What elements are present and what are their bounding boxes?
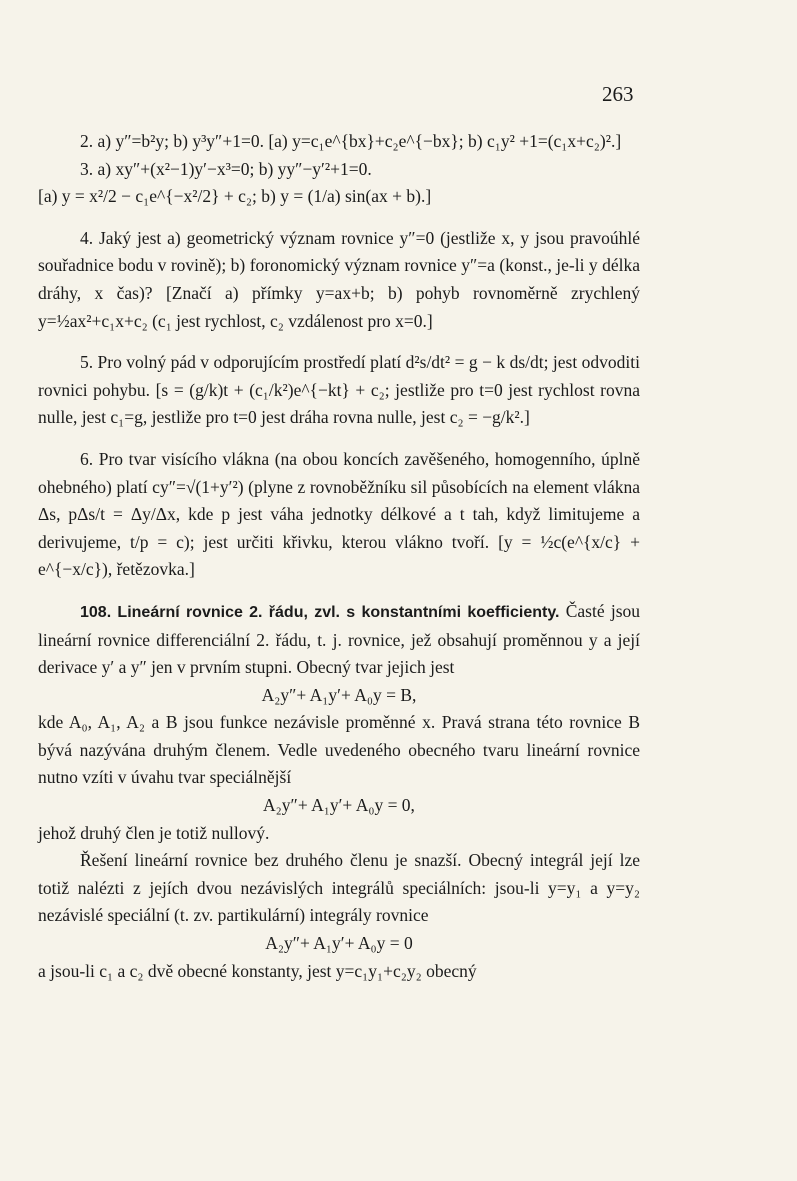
exercise-5: 5. Pro volný pád v odporujícím prostředí platí d²s/dt² = g − k ds/dt; jest odvoditi rovnici pohybu. [s = (g/k)t + (c₁/k²)e^{−kt} + c₂; jestliže pro t=0 jest rychlost rovna nulle, jest c₁=g, jestliže pro t=0 jest dráha rovna nulle, jest c₂ = −g/k².] bbox=[38, 352, 640, 428]
page-text bbox=[38, 128, 640, 985]
exercise-6: 6. Pro tvar visícího vlákna (na obou koncích zavěšeného, homogenního, úplně ohebného) platí cy″=√(1+y′²) (plyne z rovnoběžníku sil působících na element vlákna Δs, pΔs/t = Δy/Δx, kde p jest váha jednotky délkové a t tah, když limitujeme a derivujeme, t/p = c); jest určiti křivku, kterou vlákno tvoří. [y = ½c(e^{x/c} + e^{−x/c}), řetězovka.] bbox=[38, 448, 640, 580]
equation-general: A₂y″+ A₁y′+ A₀y = B, bbox=[261, 684, 417, 705]
page-number: 263 bbox=[602, 82, 634, 106]
section-paragraph-3: jehož druhý člen je totiž nullový. bbox=[38, 822, 270, 843]
exercise-4: 4. Jaký jest a) geometrický význam rovnice y″=0 (jestliže x, y jsou pravoúhlé souřadnice bodu v rovině); b) foronomický význam rovnice y″=a (konst., je-li y délka dráhy, x čas)? [Značí a) přímky y=ax+b; b) pohyb rovnoměrně zrychlený y=½ax²+c₁x+c₂ (c₁ jest rychlost, c₂ vzdálenost pro x=0.] bbox=[38, 227, 640, 331]
equation-homogeneous-repeat: A₂y″+ A₁y′+ A₀y = 0 bbox=[265, 933, 413, 954]
exercise-3: 3. a) xy″+(x²−1)y′−x³=0; b) yy″−y′²+1=0. bbox=[80, 158, 372, 179]
equation-homogeneous: A₂y″+ A₁y′+ A₀y = 0, bbox=[263, 795, 415, 816]
exercise-3-answer: [a) y = x²/2 − c₁e^{−x²/2} + c₂; b) y = (1/a) sin(ax + b).] bbox=[38, 186, 432, 207]
section-108 bbox=[38, 598, 640, 682]
exercise-2: 2. a) y″=b²y; b) y³y″+1=0. [a) y=c₁e^{bx}+c₂e^{−bx}; b) c₁y² +1=(c₁x+c₂)².] bbox=[80, 131, 622, 151]
section-heading: 108. Lineární rovnice 2. řádu, zvl. s konstantními koefficienty. bbox=[80, 603, 560, 621]
section-paragraph-4: Řešení lineární rovnice bez druhého členu je snazší. Obecný integrál její lze totiž nalézti z jejích dvou nezávislých integrálů speciálních: jsou-li y=y₁ a y=y₂ nezávislé speciální (t. zv. partikulární) integrály rovnice bbox=[38, 850, 640, 926]
section-paragraph-5: a jsou-li c₁ a c₂ dvě obecné konstanty, jest y=c₁y₁+c₂y₂ obecný bbox=[38, 960, 477, 981]
section-paragraph-1: Časté jsou lineární rovnice differenciální 2. řádu, t. j. rovnice, jež obsahují proměnnou y a její derivace y′ a y″ jen v prvním stupni. Obecný tvar jejich jest bbox=[38, 600, 641, 678]
section-paragraph-2: kde A₀, A₁, A₂ a B jsou funkce nezávisle proměnné x. Pravá strana této rovnice B bývá nazývána druhým členem. Vedle uvedeného obecného tvaru lineární rovnice nutno vzíti v úvahu tvar speciálnější bbox=[38, 712, 640, 788]
